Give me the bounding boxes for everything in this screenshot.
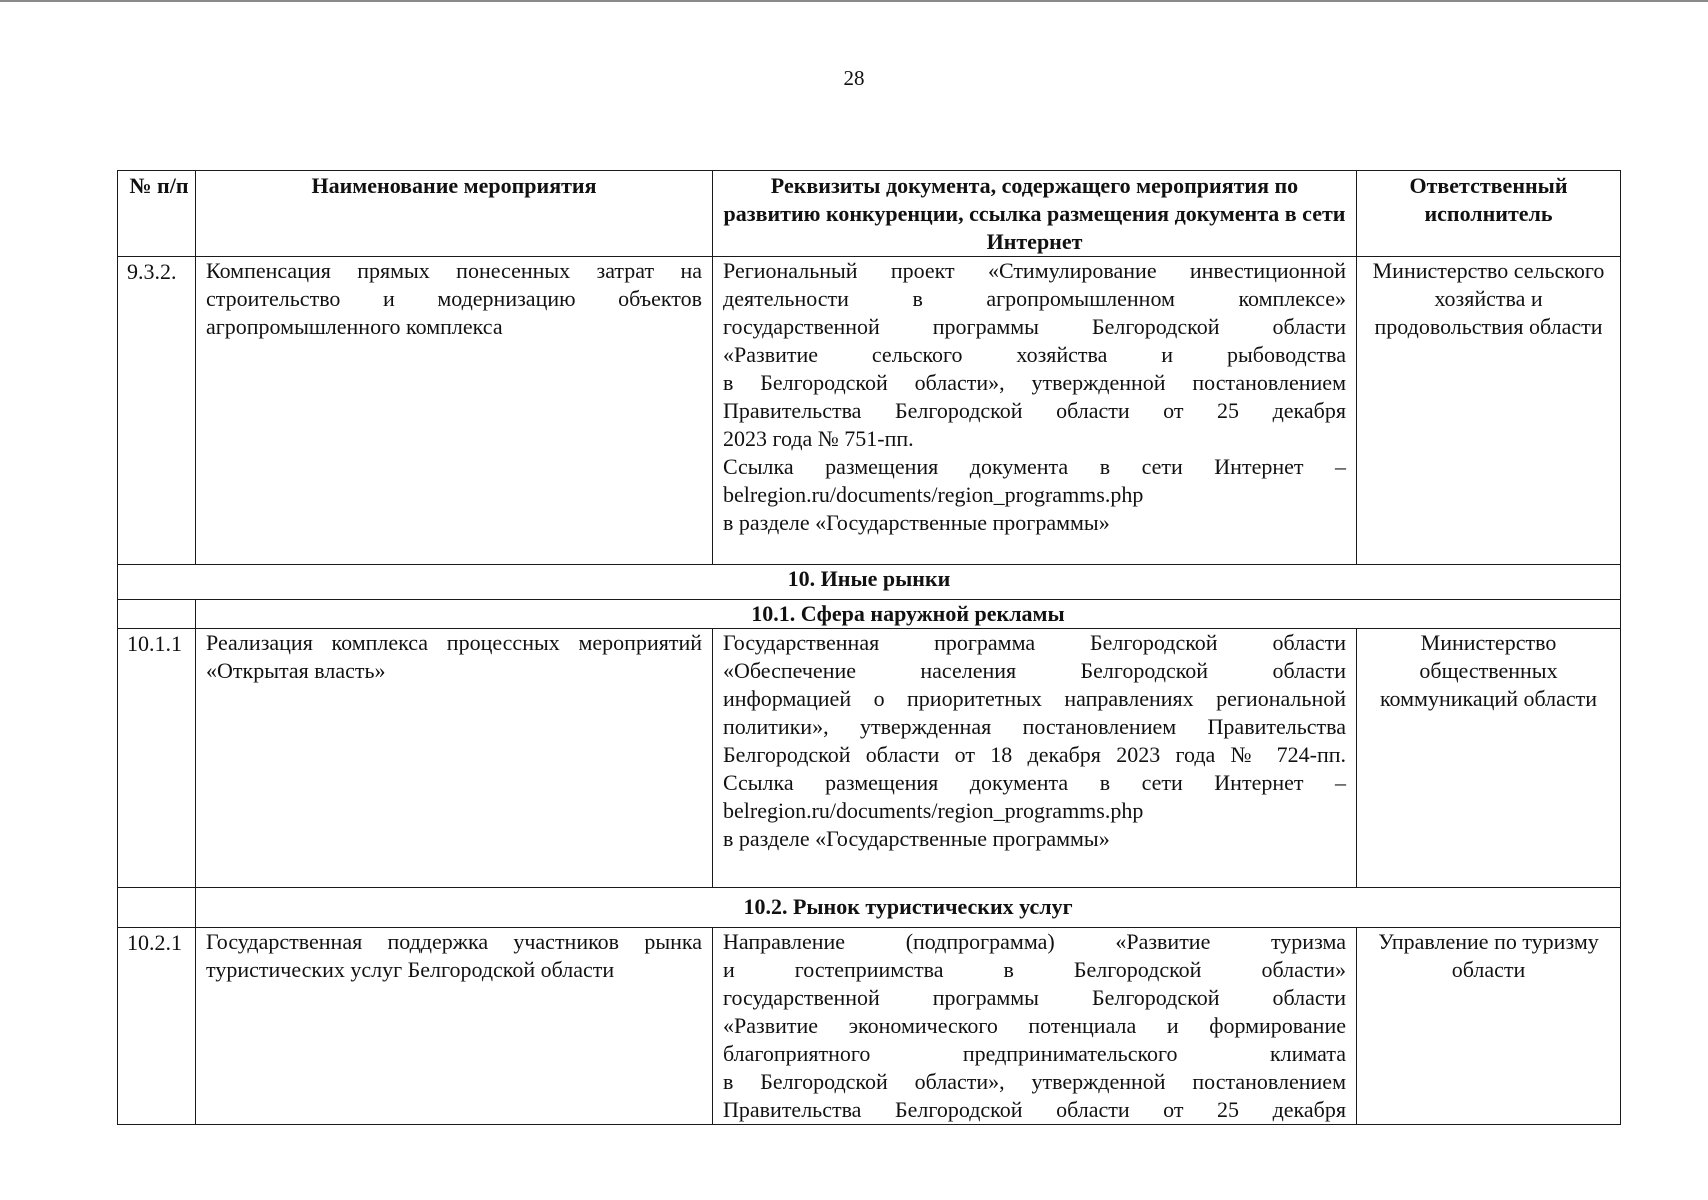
header-exec: Ответственный исполнитель — [1357, 171, 1621, 257]
doc-line: в разделе «Государственные программы» — [723, 826, 1110, 851]
doc-line: Правительства Белгородской области от 25 декабря — [723, 1097, 1346, 1122]
measure-name: Реализация комплекса процессных мероприятий «Открытая власть» — [196, 629, 713, 888]
doc-line: в разделе «Государственные программы» — [723, 510, 1110, 535]
responsible-executor: Министерство общественных коммуникаций области — [1357, 629, 1621, 888]
responsible-executor: Министерство сельского хозяйства и продовольствия области — [1357, 257, 1621, 565]
doc-line: государственной программы Белгородской области — [723, 314, 1346, 339]
doc-line: Белгородской области от 18 декабря 2023 года № 724-пп. — [723, 742, 1346, 767]
doc-line: политики», утвержденная постановлением Правительства — [723, 714, 1346, 739]
doc-line: «Развитие экономического потенциала и формирование — [723, 1013, 1346, 1038]
row-number: 10.1.1 — [118, 629, 196, 888]
table-row — [118, 257, 1621, 565]
measure-name: Компенсация прямых понесенных затрат на строительство и модернизацию объектов агропромышленного комплекса — [196, 257, 713, 565]
doc-line: Направление (подпрограмма) «Развитие туризма — [723, 929, 1346, 954]
header-row — [118, 171, 1621, 257]
doc-line: «Развитие сельского хозяйства и рыбоводства — [723, 342, 1346, 367]
measure-name: Государственная поддержка участников рынка туристических услуг Белгородской области — [196, 928, 713, 1125]
header-name: Наименование мероприятия — [196, 171, 713, 257]
doc-line: и гостеприимства в Белгородской области» — [723, 957, 1346, 982]
subsection-title: 10.2. Рынок туристических услуг — [196, 888, 1621, 928]
section-title: 10. Иные рынки — [118, 565, 1621, 600]
subsection-row — [118, 600, 1621, 629]
subsection-title: 10.1. Сфера наружной рекламы — [196, 600, 1621, 629]
top-rule — [0, 0, 1708, 2]
doc-line: 2023 года № 751-пп. — [723, 426, 914, 451]
doc-line: «Обеспечение населения Белгородской области — [723, 658, 1346, 683]
doc-line: государственной программы Белгородской области — [723, 985, 1346, 1010]
doc-link: belregion.ru/documents/region_programms.php — [723, 482, 1144, 507]
table-row — [118, 928, 1621, 1125]
doc-line: информацией о приоритетных направлениях региональной — [723, 686, 1346, 711]
doc-line: в Белгородской области», утвержденной постановлением — [723, 370, 1346, 395]
header-doc: Реквизиты документа, содержащего мероприятия по развитию конкуренции, ссылка размещения документа в сети Интернет — [713, 171, 1357, 257]
doc-line: Ссылка размещения документа в сети Интернет – — [723, 770, 1346, 795]
doc-line: Ссылка размещения документа в сети Интернет – — [723, 454, 1346, 479]
subsection-num-cell — [118, 888, 196, 928]
row-number: 9.3.2. — [118, 257, 196, 565]
page-number: 28 — [843, 66, 865, 90]
doc-line: благоприятного предпринимательского климата — [723, 1041, 1346, 1066]
document-details — [713, 629, 1357, 888]
subsection-num-cell — [118, 600, 196, 629]
subsection-row — [118, 888, 1621, 928]
doc-line: Правительства Белгородской области от 25 декабря — [723, 398, 1346, 423]
doc-line: Государственная программа Белгородской области — [723, 630, 1346, 655]
header-num: № п/п — [118, 171, 196, 257]
document-details — [713, 928, 1357, 1125]
doc-link: belregion.ru/documents/region_programms.php — [723, 798, 1144, 823]
responsible-executor: Управление по туризму области — [1357, 928, 1621, 1125]
doc-line: деятельности в агропромышленном комплексе» — [723, 286, 1346, 311]
document-details — [713, 257, 1357, 565]
section-row — [118, 565, 1621, 600]
doc-line: Региональный проект «Стимулирование инвестиционной — [723, 258, 1346, 283]
row-number: 10.2.1 — [118, 928, 196, 1125]
table-row — [118, 629, 1621, 888]
doc-line: в Белгородской области», утвержденной постановлением — [723, 1069, 1346, 1094]
measures-table — [117, 170, 1621, 1125]
